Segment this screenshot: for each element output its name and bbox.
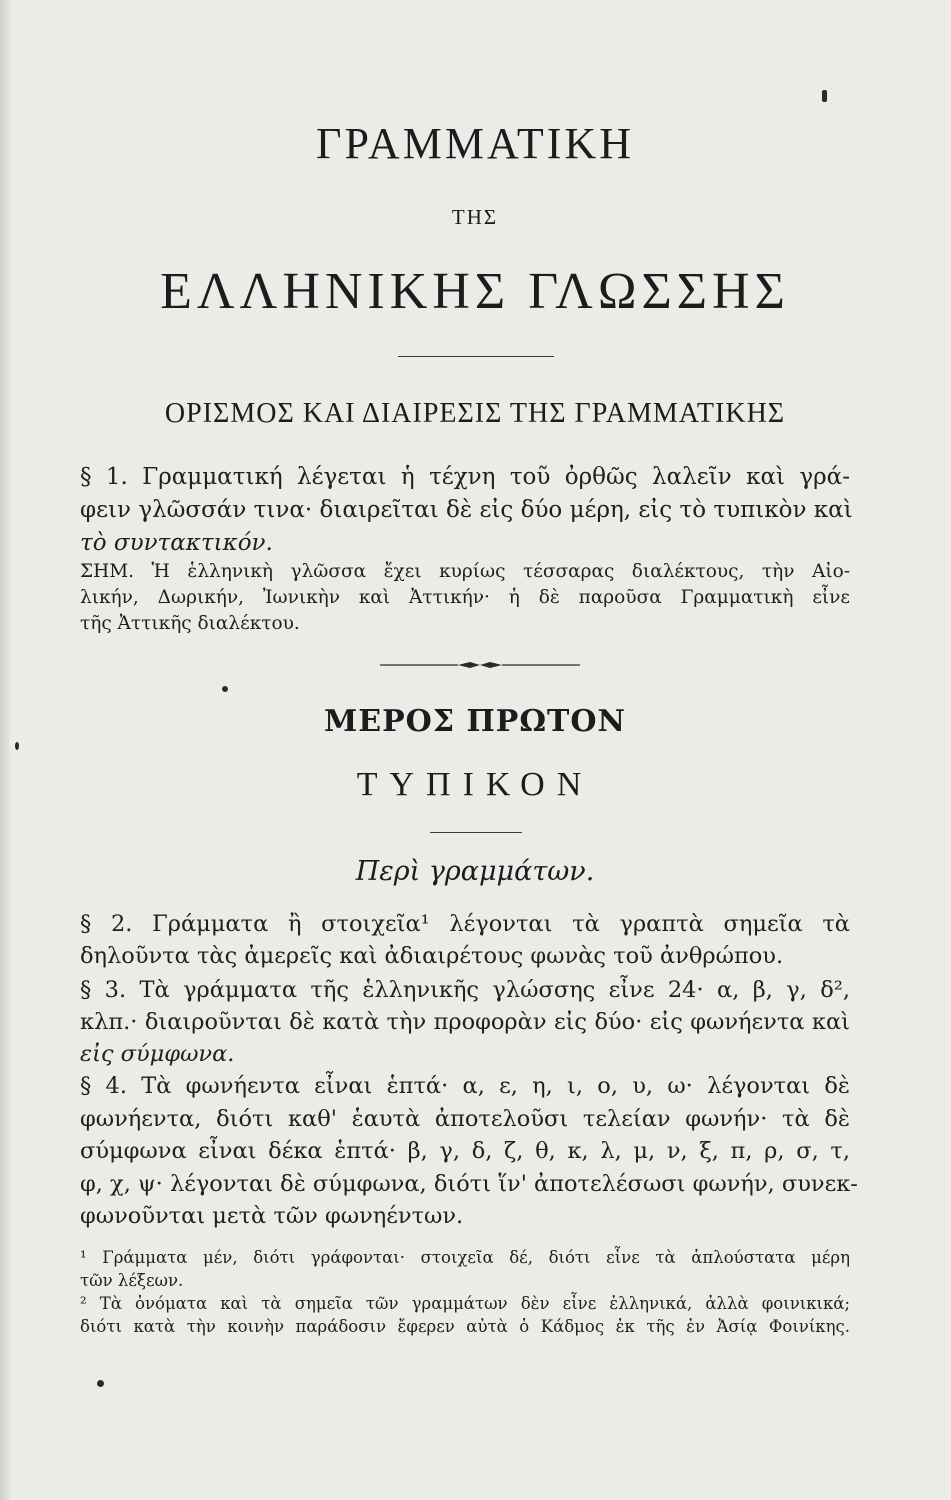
paragraph-4-line-1: § 4. Τὰ φωνήεντα εἶναι ἑπτά· α, ε, η, ι, ο, υ, ω· λέγονται δὲ <box>80 1073 850 1099</box>
ink-speck <box>822 90 827 102</box>
title-greek-language: ΕΛΛΗΝΙΚΗΣ ΓΛΩΣΣΗΣ <box>160 263 790 320</box>
note-line-2: λικήν, Δωρικήν, Ἰωνικὴν καὶ Ἀττικήν· ἡ δὲ παροῦσα Γραμματικὴ εἶνε <box>80 587 850 608</box>
paragraph-2-line-2: δηλοῦντα τὰς ἀμερεῖς καὶ ἀδιαιρέτους φωνὰς τοῦ ἀνθρώπου. <box>80 943 784 969</box>
part-subtitle: ΤΥΠΙΚΟΝ <box>356 766 594 803</box>
part-rule <box>430 832 522 833</box>
title-rule <box>398 356 554 357</box>
ink-speck <box>222 686 228 692</box>
paragraph-3-line-3: εἰς σύμφωνα. <box>80 1041 235 1067</box>
paragraph-1 <box>80 461 853 560</box>
footnote-2-line-1: ² Τὰ ὀνόματα καὶ τὰ σημεῖα τῶν γραμμάτων δὲν εἶνε ἑλληνικά, ἀλλὰ φοινικικά; <box>80 1294 850 1313</box>
section-heading: ΟΡΙΣΜΟΣ ΚΑΙ ΔΙΑΙΡΕΣΙΣ ΤΗΣ ΓΡΑΜΜΑΤΙΚΗΣ <box>164 398 786 429</box>
paragraph-4-line-3: σύμφωνα εἶναι δέκα ἑπτά· β, γ, δ, ζ, θ, κ, λ, μ, ν, ξ, π, ρ, σ, τ, <box>80 1138 850 1164</box>
note-line-1: ΣΗΜ. Ἡ ἑλληνικὴ γλῶσσα ἔχει κυρίως τέσσαρας διαλέκτους, τὴν Αἰο- <box>80 561 850 582</box>
paragraph-4 <box>80 1070 858 1233</box>
paragraph-2-line-1: § 2. Γράμματα ἢ στοιχεῖα¹ λέγονται τὰ γραπτὰ σημεῖα τὰ <box>80 911 850 937</box>
paragraph-3 <box>80 974 850 1070</box>
part-title: ΜΕΡΟΣ ΠΡΩΤΟΝ <box>324 704 626 739</box>
paragraph-4-line-2: φωνήεντα, διότι καθ' ἑαυτὰ ἀποτελοῦσι τελείαν φωνήν· τὰ δὲ <box>80 1105 850 1132</box>
paragraph-1-line-3: τὸ συντακτικόν. <box>80 530 273 556</box>
note-line-3: τῆς Ἀττικῆς διαλέκτου. <box>80 613 300 634</box>
paragraph-2 <box>80 908 850 972</box>
footnotes <box>80 1246 850 1338</box>
ink-speck <box>15 742 19 750</box>
paragraph-3-line-2: κλπ.· διαιροῦνται δὲ κατὰ τὴν προφορὰν εἰς δύο· εἰς φωνήεντα καὶ <box>80 1009 850 1035</box>
title-grammar: ΓΡΑΜΜΑΤΙΚΗ <box>316 119 634 168</box>
footnote-1-line-1: ¹ Γράμματα μέν, διότι γράφονται· στοιχεῖα δέ, διότι εἶνε τὰ ἁπλούστατα μέρη <box>80 1248 850 1267</box>
footnote-1-line-2: τῶν λέξεων. <box>80 1271 184 1290</box>
note-block <box>80 559 850 637</box>
paragraph-4-line-4: φ, χ, ψ· λέγονται δὲ σύμφωνα, διότι ἵν' ἀποτελέσωσι φωνήν, συνεκ- <box>80 1170 858 1197</box>
footnote-2-line-2: διότι κατὰ τὴν κοινὴν παράδοσιν ἔφερεν αὐτὰ ὁ Κάδμος ἐκ τῆς ἐν Ἀσίᾳ Φοινίκης. <box>80 1317 850 1336</box>
paragraph-4-line-5: φωνοῦνται μετὰ τῶν φωνηέντων. <box>80 1203 464 1229</box>
paragraph-1-line-2: φειν γλῶσσάν τινα· διαιρεῖται δὲ εἰς δύο μέρη, εἰς τὸ τυπικὸν καὶ <box>80 497 853 523</box>
page-binding-edge <box>0 0 10 1500</box>
title-of: ΤΗΣ <box>451 205 499 229</box>
ink-speck <box>97 1380 104 1387</box>
ornament-rule <box>380 660 580 670</box>
paragraph-1-line-1: § 1. Γραμματική λέγεται ἡ τέχνη τοῦ ὀρθῶς λαλεῖν καὶ γρά- <box>80 464 850 490</box>
chapter-title: Περὶ γραμμάτων. <box>355 856 595 887</box>
paragraph-3-line-1: § 3. Τὰ γράμματα τῆς ἑλληνικῆς γλώσσης εἶνε 24· α, β, γ, δ², <box>80 977 850 1003</box>
